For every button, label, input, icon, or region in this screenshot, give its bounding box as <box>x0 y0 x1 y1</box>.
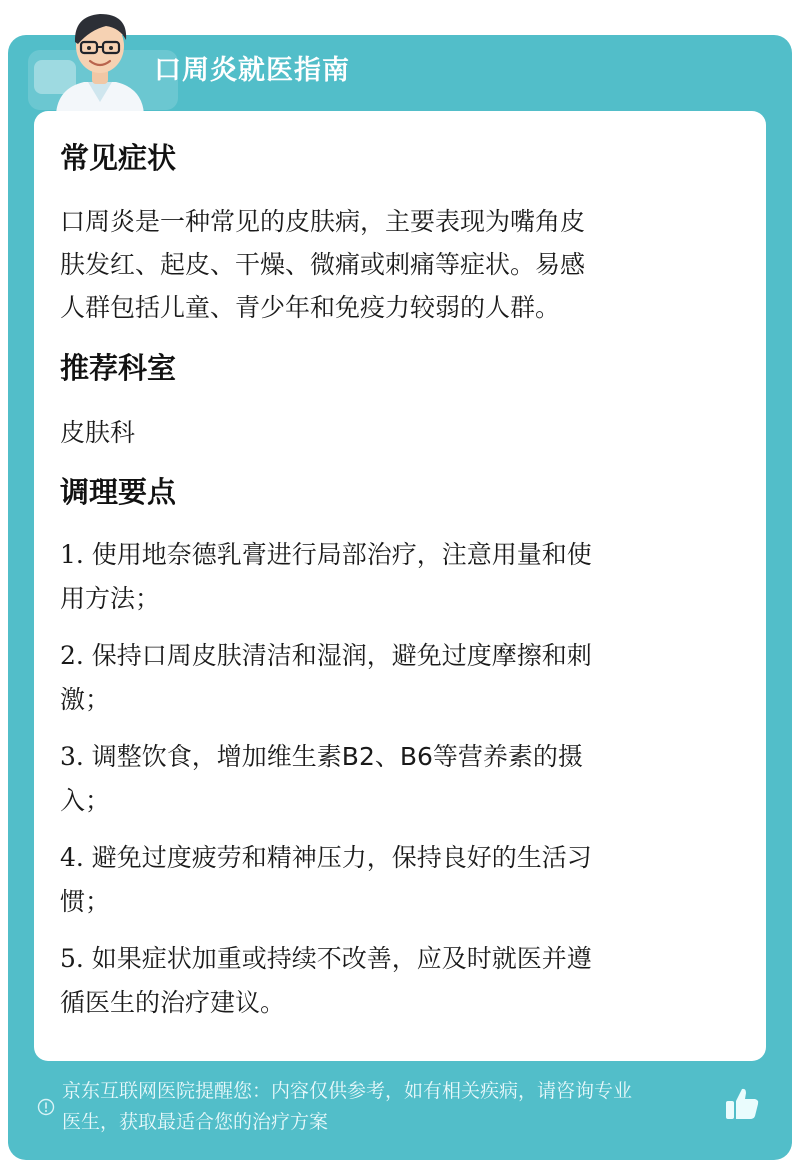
care-item-text: 调整饮食，增加维生素B2、B6等营养素的摄 <box>83 742 583 771</box>
symptoms-line: 口周炎是一种常见的皮肤病，主要表现为嘴角皮 <box>60 207 586 236</box>
symptoms-line: 肤发红、起皮、干燥、微痛或刺痛等症状。易感 <box>60 250 586 279</box>
section-title-department: 推荐科室 <box>60 351 177 385</box>
care-item <box>60 533 732 621</box>
doctor-avatar <box>48 6 152 114</box>
section-title-care: 调理要点 <box>60 475 177 509</box>
care-item-number: 5. <box>60 944 84 973</box>
care-item-number: 2. <box>60 641 84 670</box>
care-item-text: 避免过度疲劳和精神压力，保持良好的生活习 <box>83 843 592 872</box>
symptoms-line: 人群包括儿童、青少年和免疫力较弱的人群。 <box>60 293 561 322</box>
care-item-number: 3. <box>60 742 84 771</box>
care-item-text: 用方法； <box>60 584 161 613</box>
section-title-symptoms: 常见症状 <box>60 141 177 175</box>
disclaimer-line: 医生，获取最适合您的治疗方案 <box>62 1111 329 1133</box>
care-item-text: 惯； <box>60 887 111 916</box>
care-item <box>60 634 732 722</box>
disclaimer-line: 京东互联网医院提醒您：内容仅供参考，如有相关疾病，请咨询专业 <box>62 1080 633 1102</box>
department-text: 皮肤科 <box>60 418 136 447</box>
care-item-text: 激； <box>60 685 111 714</box>
care-item <box>60 836 732 924</box>
care-item <box>60 937 732 1025</box>
symptoms-text <box>60 200 730 329</box>
care-item-number: 1. <box>60 540 84 569</box>
care-item-text: 使用地奈德乳膏进行局部治疗，注意用量和使 <box>83 540 592 569</box>
thumbs-up-icon[interactable] <box>722 1084 762 1124</box>
info-icon <box>37 1098 55 1116</box>
disclaimer <box>62 1076 730 1138</box>
care-item-text: 如果症状加重或持续不改善，应及时就医并遵 <box>83 944 592 973</box>
page-title: 口周炎就医指南 <box>154 55 350 86</box>
care-item-text: 保持口周皮肤清洁和湿润，避免过度摩擦和刺 <box>83 641 592 670</box>
care-item-text: 循医生的治疗建议。 <box>60 988 286 1017</box>
care-item <box>60 735 732 823</box>
care-item-number: 4. <box>60 843 84 872</box>
care-item-text: 入； <box>60 786 111 815</box>
